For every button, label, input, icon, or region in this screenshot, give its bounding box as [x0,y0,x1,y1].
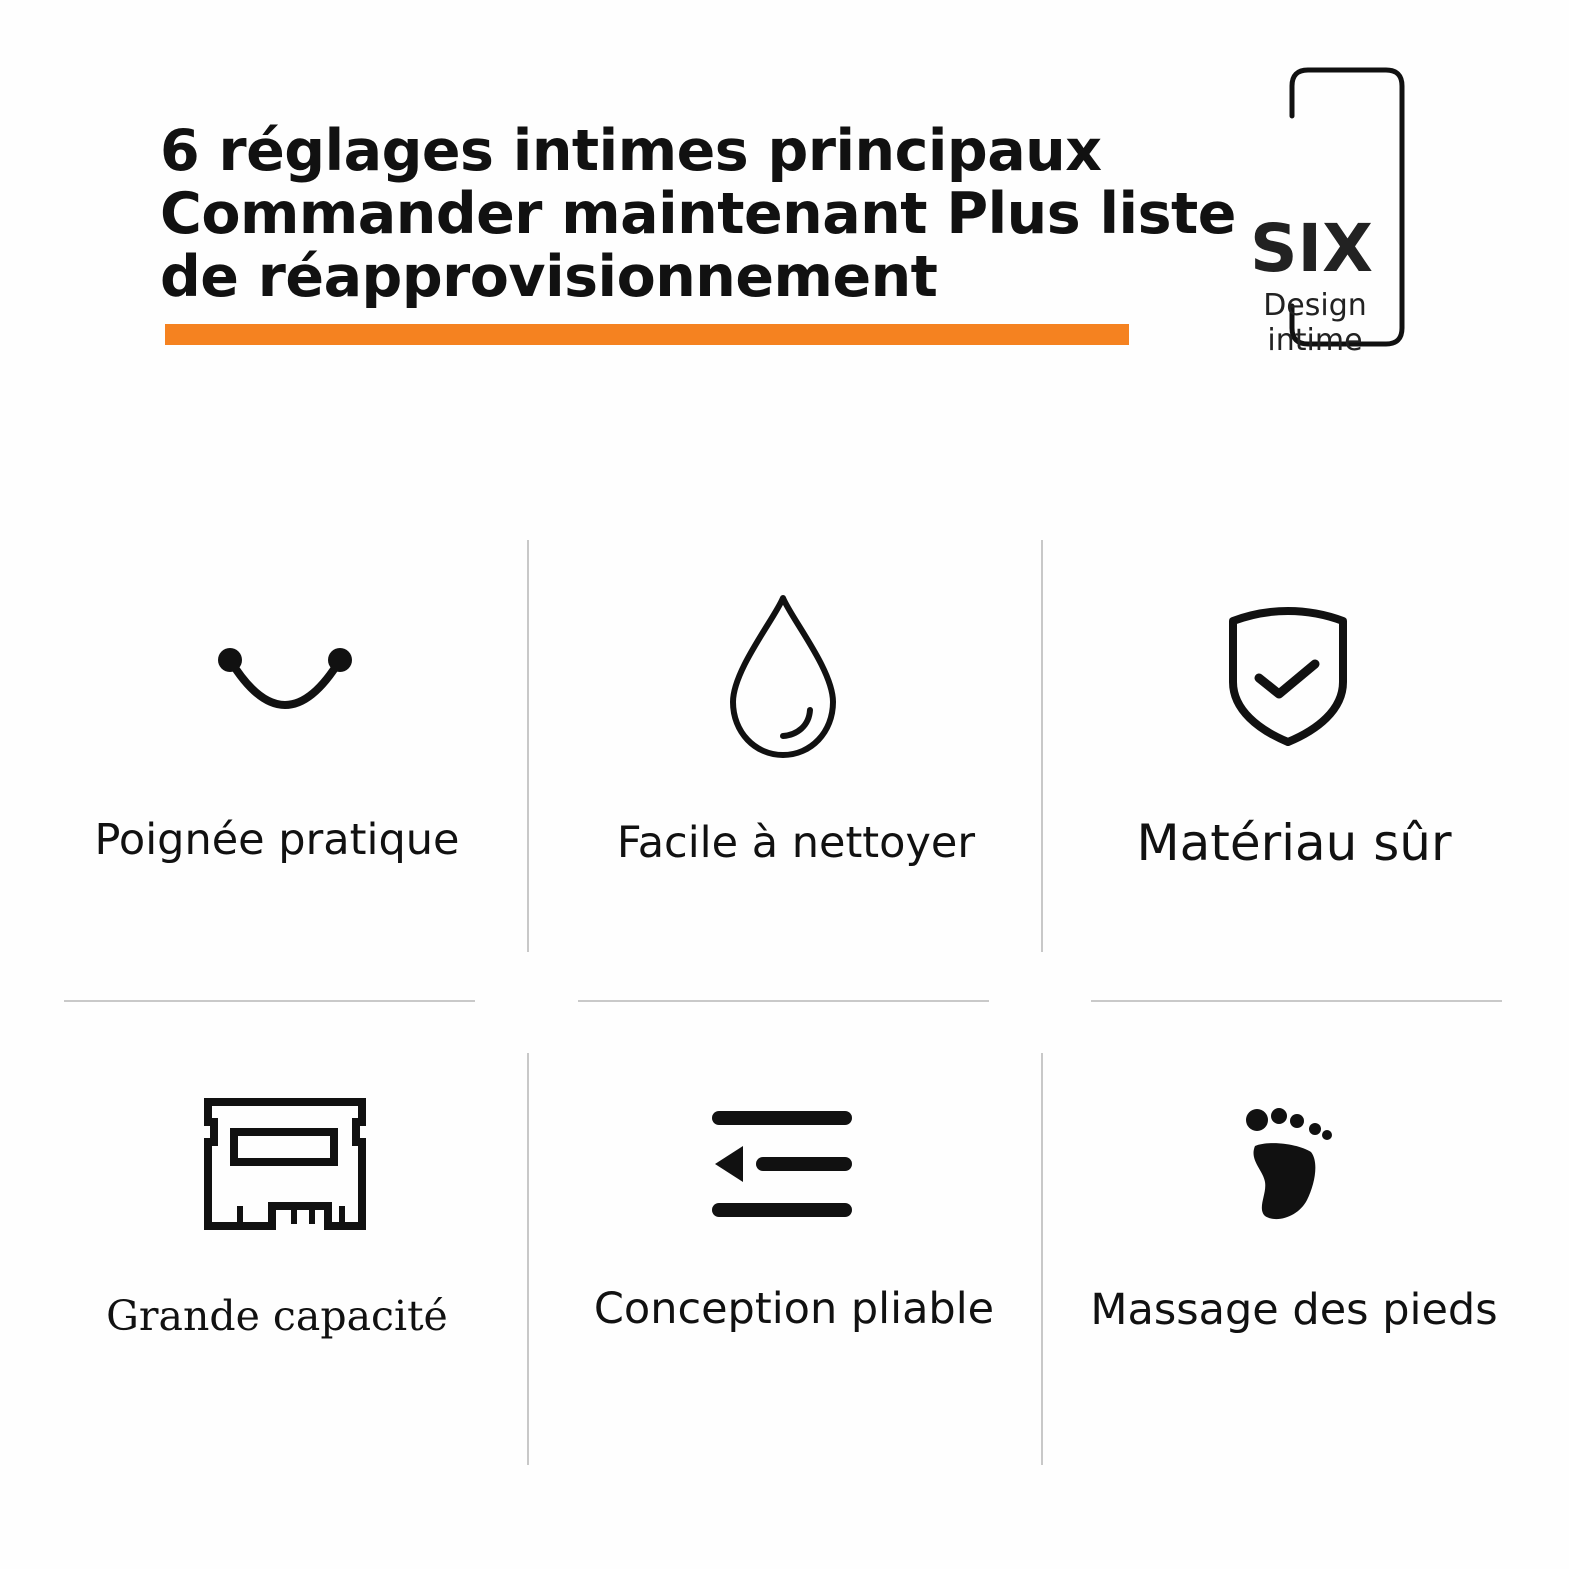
feature-easy-clean [527,560,1041,960]
feature-safe-material [1037,560,1551,960]
title-line-3: de réapprovisionnement [160,244,938,310]
water-drop-icon [725,592,841,764]
feature-label: Grande capacité [106,1292,448,1340]
handle-icon [210,640,360,715]
badge-subtitle [1250,288,1380,358]
title-underline-bar [165,324,1129,345]
feature-handle [20,560,534,960]
badge-subtitle-line-1: Design [1263,288,1367,323]
page-title [160,118,1236,310]
feature-label: Conception pliable [593,1284,995,1334]
feature-foot-massage [1037,1070,1551,1470]
footprint-icon [1243,1106,1337,1224]
title-line-2: Commander maintenant Plus liste [160,181,1236,247]
shield-check-icon [1227,606,1349,746]
feature-label: Massage des pieds [1090,1285,1498,1335]
fold-arrow-icon [711,1108,853,1220]
feature-label: Poignée pratique [94,815,460,865]
brand-badge [1240,66,1410,358]
feature-foldable [527,1070,1041,1470]
feature-label: Matériau sûr [1136,814,1452,872]
grid-divider-horizontal [1091,1000,1502,1002]
grid-divider-horizontal [64,1000,475,1002]
feature-label: Facile à nettoyer [616,818,976,868]
storage-capacity-icon [202,1098,368,1232]
feature-large-capacity [20,1070,534,1470]
title-line-1: 6 réglages intimes principaux [160,118,1102,184]
badge-subtitle-line-2: intime [1267,323,1363,358]
grid-divider-horizontal [578,1000,989,1002]
badge-word: SIX [1250,210,1373,287]
